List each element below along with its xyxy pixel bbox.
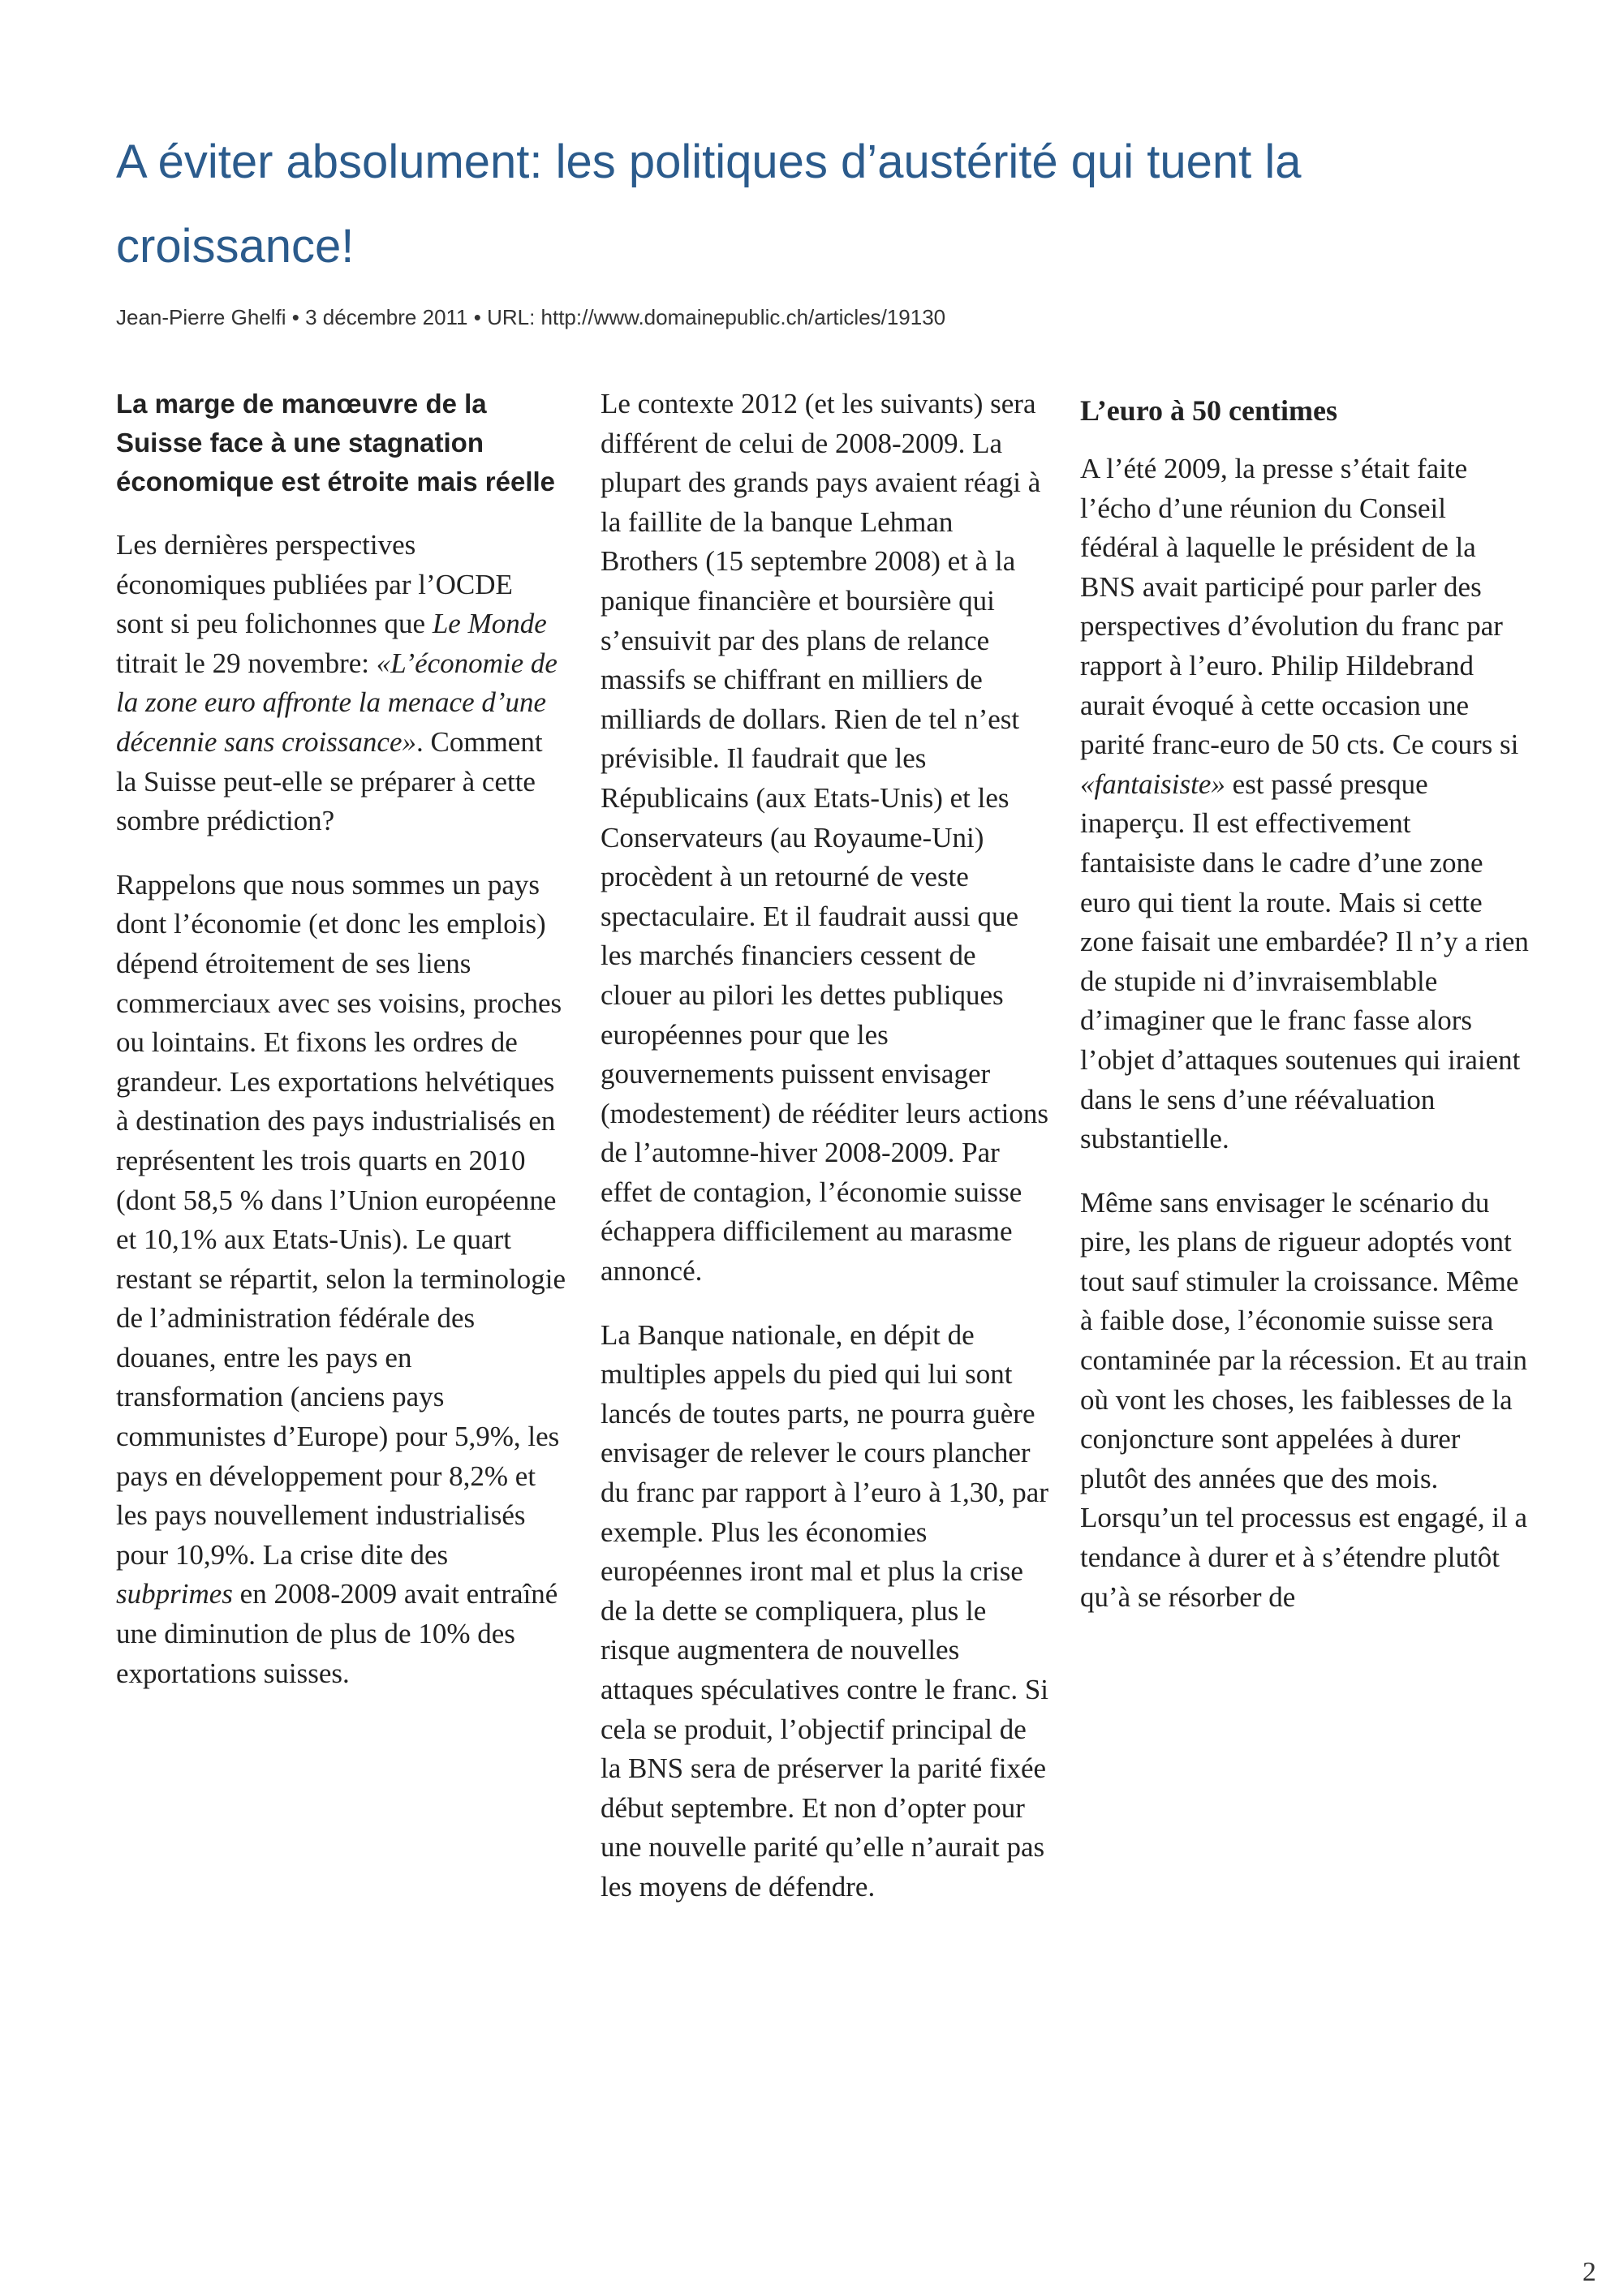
text-column-3 [1080,385,1530,2182]
publication-name: Le Monde [432,608,547,640]
paragraph-6: Même sans envisager le scénario du pire, les plans de rigueur adoptés vont tout sauf stimuler la croissance. Même à faible dose, l’économie suisse sera contaminée par la récession. Et au train où vont les choses, les faiblesses de la conjoncture sont appelées à durer plutôt des années que des mois. Lorsqu’un tel processus est engagé, il a tendance à durer et à s’étendre plutôt qu’à se résorber de [1080,1186,1528,1613]
article-byline: Jean-Pierre Ghelfi • 3 décembre 2011 • URL: http://www.domainepublic.ch/articles/19130 [116,305,946,329]
text-column-1 [116,385,566,2182]
paragraph-1-text-c: titrait le 29 novembre: [116,647,377,679]
page-number: 2 [1582,2257,1596,2287]
section-subheading: L’euro à 50 centimes [1080,394,1337,427]
fantaisiste-quote: «fantaisiste» [1080,767,1225,800]
paragraph-2-text-c: en 2008-2009 avait entraîné une diminution de plus de 10% des exportations suisses. [116,1578,558,1689]
paragraph-5-text-c: est passé presque inaperçu. Il est effectivement fantaisiste dans le cadre d’une zone euro qui tient la route. Mais si cette zone faisait une embardée? Il n’y a rien de stupide ni d’invraisemblable d’imaginer que le franc fasse alors l’objet d’attaques soutenues qui iraient dans le sens d’une réévaluation substantielle. [1080,767,1529,1155]
paragraph-1 [116,526,566,841]
paragraph-1-text-a: Les dernières perspectives économiques publiées par l’OCDE sont si peu folichonnes que [116,529,513,640]
paragraph-2-text-a: Rappelons que nous sommes un pays dont l’économie (et donc les emplois) dépend étroitement de ses liens commerciaux avec ses voisins, proches ou lointains. Et fixons les ordres de grandeur. Les exportations helvétiques à destination des pays industrialisés en représentent les trois quarts en 2010 (dont 58,5 % dans l’Union européenne et 10,1% aux Etats-Unis). Le quart restant se répartit, selon la terminologie de l’administration fédérale des douanes, entre les pays en transformation (anciens pays communistes d’Europe) pour 5,9%, les pays en développement pour 8,2% et les pays nouvellement industrialisés pour 10,9%. La crise dite des [116,868,566,1571]
column-2-flow [601,385,1051,1907]
paragraph-5-text-a: A l’été 2009, la presse s’était faite l’écho d’une réunion du Conseil fédéral à laquelle le président de la BNS avait participé pour parler des perspectives d’évolution du franc par rapport à l’euro. Philip Hildebrand aurait évoqué à cette occasion une parité franc-euro de 50 cts. Ce cours si [1080,453,1519,761]
paragraph-4: La Banque nationale, en dépit de multiples appels du pied qui lui sont lancés de toutes parts, ne pourra guère envisager de relever le cours plancher du franc par rapport à l’euro à 1,30, par exemple. Plus les économies européennes iront mal et plus la crise de la dette se compliquera, plus le risque augmentera de nouvelles attaques spéculatives contre le franc. Si cela se produit, l’objectif principal de la BNS sera de préserver la parité fixée début septembre. Et non d’opter pour une nouvelle parité qu’elle n’aurait pas les moyens de défendre. [601,1318,1049,1903]
quoted-headline: «L’économie de la zone euro affronte la menace d’une décennie sans croissance» [116,647,558,758]
paragraph-1-text-e: . Comment la Suisse peut-elle se préparer à cette sombre prédiction? [116,725,543,837]
article-lead: La marge de manœuvre de la Suisse face à une stagnation économique est étroite mais réelle [116,389,556,497]
paragraph-5 [1080,449,1530,1159]
subprimes-term: subprimes [116,1578,233,1610]
paragraph-3: Le contexte 2012 (et les suivants) sera différent de celui de 2008-2009. La plupart des grands pays avaient réagi à la faillite de la banque Lehman Brothers (15 septembre 2008) et à la panique financière et boursière qui s’ensuivit par des plans de relance massifs se chiffrant en milliers de milliards de dollars. Rien de tel n’est prévisible. Il faudrait que les Républicains (aux Etats-Unis) et les Conservateurs (au Royaume-Uni) procèdent à un retourné de veste spectaculaire. Et il faudrait aussi que les marchés financiers cessent de clouer au pilori les dettes publiques européennes pour que les gouvernements puissent envisager (modestement) de rééditer leurs actions de l’automne-hiver 2008-2009. Par effet de contagion, l’économie suisse échappera difficilement au marasme annoncé. [601,388,1049,1288]
article-title: A éviter absolument: les politiques d’austérité qui tuent la croissance! [116,135,1302,273]
text-column-2 [601,385,1051,2182]
paragraph-2 [116,866,566,1693]
